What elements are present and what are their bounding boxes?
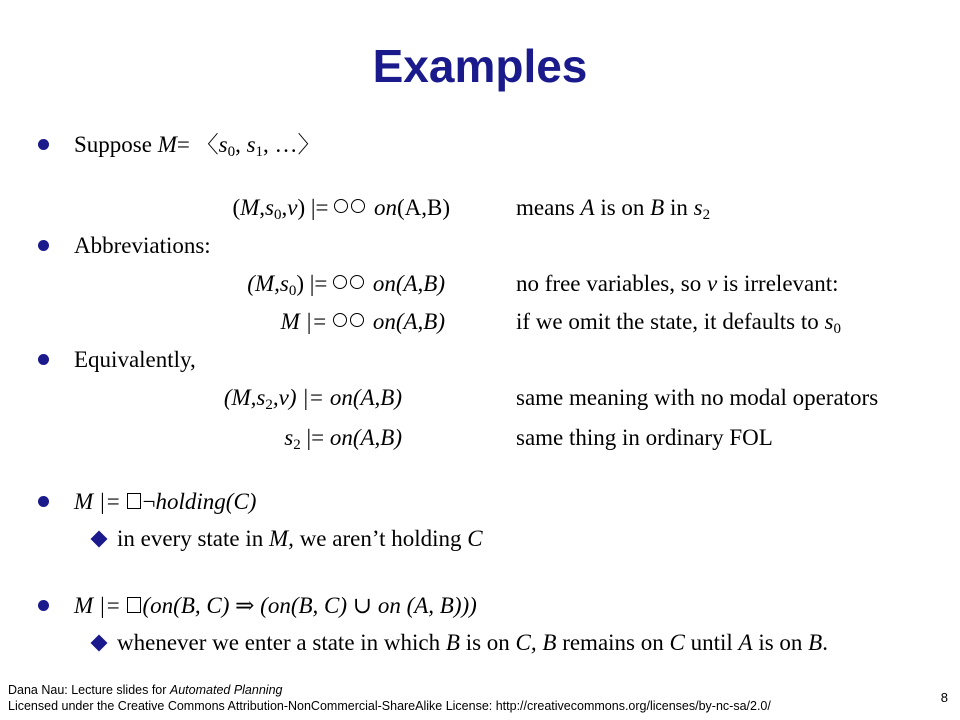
next-operator-icon <box>351 199 365 213</box>
bullet-icon <box>38 139 49 150</box>
equivalently-heading: Equivalently, <box>74 347 196 372</box>
always-operator-icon <box>127 597 141 613</box>
formula-4: $(M,s_2,v)$ |= on(A,B) <box>223 385 402 413</box>
formula-3-note: if we omit the state, it defaults to $s_0$ <box>516 309 841 337</box>
formula-4-note: same meaning with no modal operators <box>516 385 879 410</box>
footer-credits: Dana Nau: Lecture slides for Automated Planning Licensed under the Creative Commons Attribution-NonCommercial-ShareAlike License: http://creativecommons.org/licenses/by-nc-sa/2.0/ <box>8 683 771 713</box>
until-formula: M |= (on(B, C) ⇒ (on(B, C) ∪ on (A, B))) <box>74 593 477 618</box>
formula-2: $(M,s_0)$ |= on(A,B) <box>247 271 445 299</box>
diamond-bullet-icon <box>91 635 108 652</box>
formula-1: $(M,s_0,v)$ |= on(A,B) <box>232 195 450 223</box>
holding-formula: M |= ¬holding(C) <box>74 489 257 514</box>
holding-explanation: in every state in M, we aren’t holding C <box>117 526 483 551</box>
always-operator-icon <box>127 493 141 509</box>
formula-3: M |= on(A,B) <box>280 309 445 334</box>
diamond-bullet-icon <box>91 531 108 548</box>
bullet-icon <box>38 600 49 611</box>
formula-5-note: same thing in ordinary FOL <box>516 425 773 450</box>
formula-1-note: means A is on B in $s_2$ <box>516 195 711 223</box>
next-operator-icon <box>333 275 347 289</box>
until-explanation: whenever we enter a state in which B is on C, B remains on C until A is on B. <box>117 630 828 655</box>
suppose-line: Suppose $M= 〈s_0$, $s_1$, …〉 <box>74 132 321 160</box>
next-operator-icon <box>350 275 364 289</box>
slide-title: Examples <box>372 40 588 92</box>
bullet-icon <box>38 496 49 507</box>
next-operator-icon <box>334 199 348 213</box>
formula-2-note: no free variables, so v is irrelevant: <box>516 271 839 296</box>
implies-icon: ⇒ <box>235 593 255 618</box>
next-operator-icon <box>350 313 364 327</box>
license-text: Licensed under the Creative Commons Attribution-NonCommercial-ShareAlike License: http://creativecommons.org/licenses/by-nc-sa/2.0/ <box>8 699 771 713</box>
abbreviations-heading: Abbreviations: <box>74 233 211 258</box>
next-operator-icon <box>333 313 347 327</box>
bullet-icon <box>38 240 49 251</box>
formula-5: $s_2$ |= on(A,B) <box>284 425 402 453</box>
until-operator-icon: ∪ <box>352 593 373 618</box>
bullet-icon <box>38 354 49 365</box>
page-number: 8 <box>940 690 948 705</box>
